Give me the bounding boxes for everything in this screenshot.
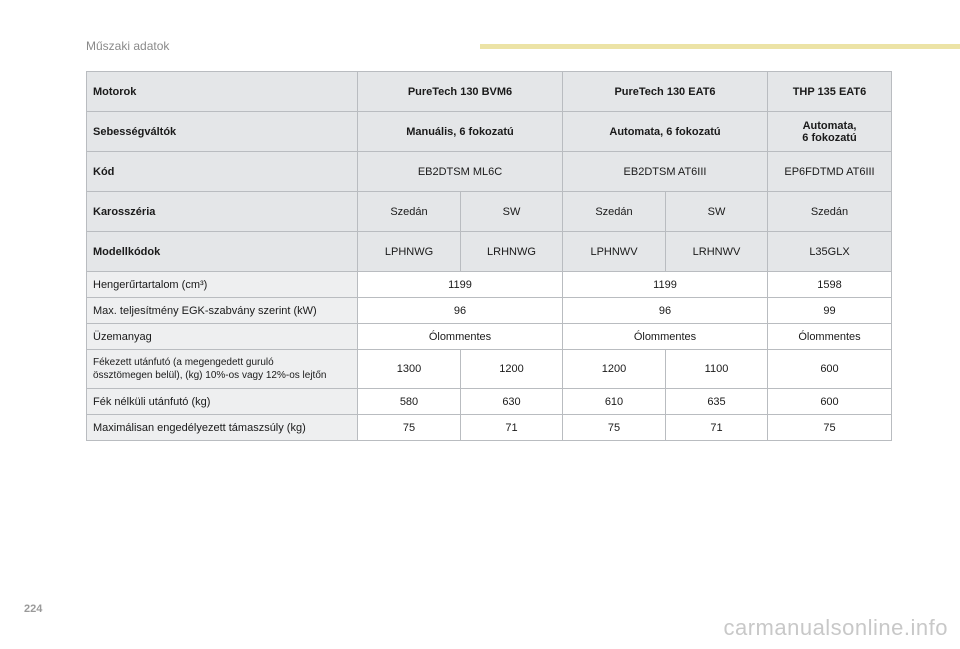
model-codes-row (87, 232, 892, 272)
braked-trailer-cell: 600 (768, 350, 892, 389)
gearboxes-row (87, 112, 892, 152)
engine-cell: PureTech 130 EAT6 (563, 72, 768, 112)
watermark: carmanualsonline.info (723, 615, 948, 640)
nose-weight-cell: 75 (358, 415, 461, 441)
unbraked-trailer-label: Fék nélküli utánfutó (kg) (87, 389, 358, 415)
fuel-cell: Ólommentes (358, 324, 563, 350)
gearbox-cell: Manuális, 6 fokozatú (358, 112, 563, 152)
code-cell: EB2DTSM AT6III (563, 152, 768, 192)
max-power-row (87, 298, 892, 324)
model-code-cell: LPHNWV (563, 232, 666, 272)
section-title: Műszaki adatok (86, 39, 170, 53)
model-code-cell: L35GLX (768, 232, 892, 272)
displacement-row (87, 272, 892, 298)
unbraked-trailer-cell: 630 (461, 389, 563, 415)
fuel-label: Üzemanyag (87, 324, 358, 350)
body-cell: Szedán (563, 192, 666, 232)
engine-cell: PureTech 130 BVM6 (358, 72, 563, 112)
braked-trailer-cell: 1100 (666, 350, 768, 389)
body-label: Karosszéria (87, 192, 358, 232)
unbraked-trailer-cell: 610 (563, 389, 666, 415)
model-code-cell: LRHNWG (461, 232, 563, 272)
gearbox-cell (768, 112, 892, 152)
engines-row (87, 72, 892, 112)
max-power-cell: 99 (768, 298, 892, 324)
braked-trailer-cell: 1200 (563, 350, 666, 389)
gearbox-cell-line: 6 fokozatú (802, 131, 857, 144)
braked-trailer-label-line: össztömegen belül), (kg) 10%-os vagy 12%-os lejtőn (93, 370, 327, 381)
page-number: 224 (24, 603, 43, 615)
unbraked-trailer-cell: 580 (358, 389, 461, 415)
displacement-cell: 1199 (563, 272, 768, 298)
fuel-row (87, 324, 892, 350)
nose-weight-cell: 75 (563, 415, 666, 441)
nose-weight-label: Maximálisan engedélyezett támaszsúly (kg) (87, 415, 358, 441)
unbraked-trailer-cell: 635 (666, 389, 768, 415)
fuel-cell: Ólommentes (768, 324, 892, 350)
fuel-cell: Ólommentes (563, 324, 768, 350)
nose-weight-row (87, 415, 892, 441)
code-row (87, 152, 892, 192)
nose-weight-cell: 71 (461, 415, 563, 441)
body-cell: Szedán (768, 192, 892, 232)
gearbox-cell-line: Automata, (802, 119, 857, 132)
body-cell: Szedán (358, 192, 461, 232)
displacement-label: Hengerűrtartalom (cm³) (87, 272, 358, 298)
nose-weight-cell: 75 (768, 415, 892, 441)
body-row (87, 192, 892, 232)
model-code-cell: LRHNWV (666, 232, 768, 272)
gearboxes-label: Sebességváltók (87, 112, 358, 152)
displacement-cell: 1199 (358, 272, 563, 298)
unbraked-trailer-row (87, 389, 892, 415)
technical-data-table (86, 71, 892, 441)
max-power-cell: 96 (563, 298, 768, 324)
model-code-cell: LPHNWG (358, 232, 461, 272)
max-power-cell: 96 (358, 298, 563, 324)
max-power-label: Max. teljesítmény EGK-szabvány szerint (kW) (87, 298, 358, 324)
code-label: Kód (87, 152, 358, 192)
braked-trailer-label (87, 350, 358, 389)
gearbox-cell: Automata, 6 fokozatú (563, 112, 768, 152)
code-cell: EB2DTSM ML6C (358, 152, 563, 192)
body-cell: SW (666, 192, 768, 232)
engines-label: Motorok (87, 72, 358, 112)
braked-trailer-cell: 1300 (358, 350, 461, 389)
braked-trailer-label-line: Fékezett utánfutó (a megengedett guruló (93, 357, 274, 368)
unbraked-trailer-cell: 600 (768, 389, 892, 415)
model-codes-label: Modellkódok (87, 232, 358, 272)
braked-trailer-cell: 1200 (461, 350, 563, 389)
braked-trailer-row (87, 350, 892, 389)
header-accent-bar (480, 44, 960, 49)
code-cell: EP6FDTMD AT6III (768, 152, 892, 192)
body-cell: SW (461, 192, 563, 232)
engine-cell: THP 135 EAT6 (768, 72, 892, 112)
nose-weight-cell: 71 (666, 415, 768, 441)
displacement-cell: 1598 (768, 272, 892, 298)
